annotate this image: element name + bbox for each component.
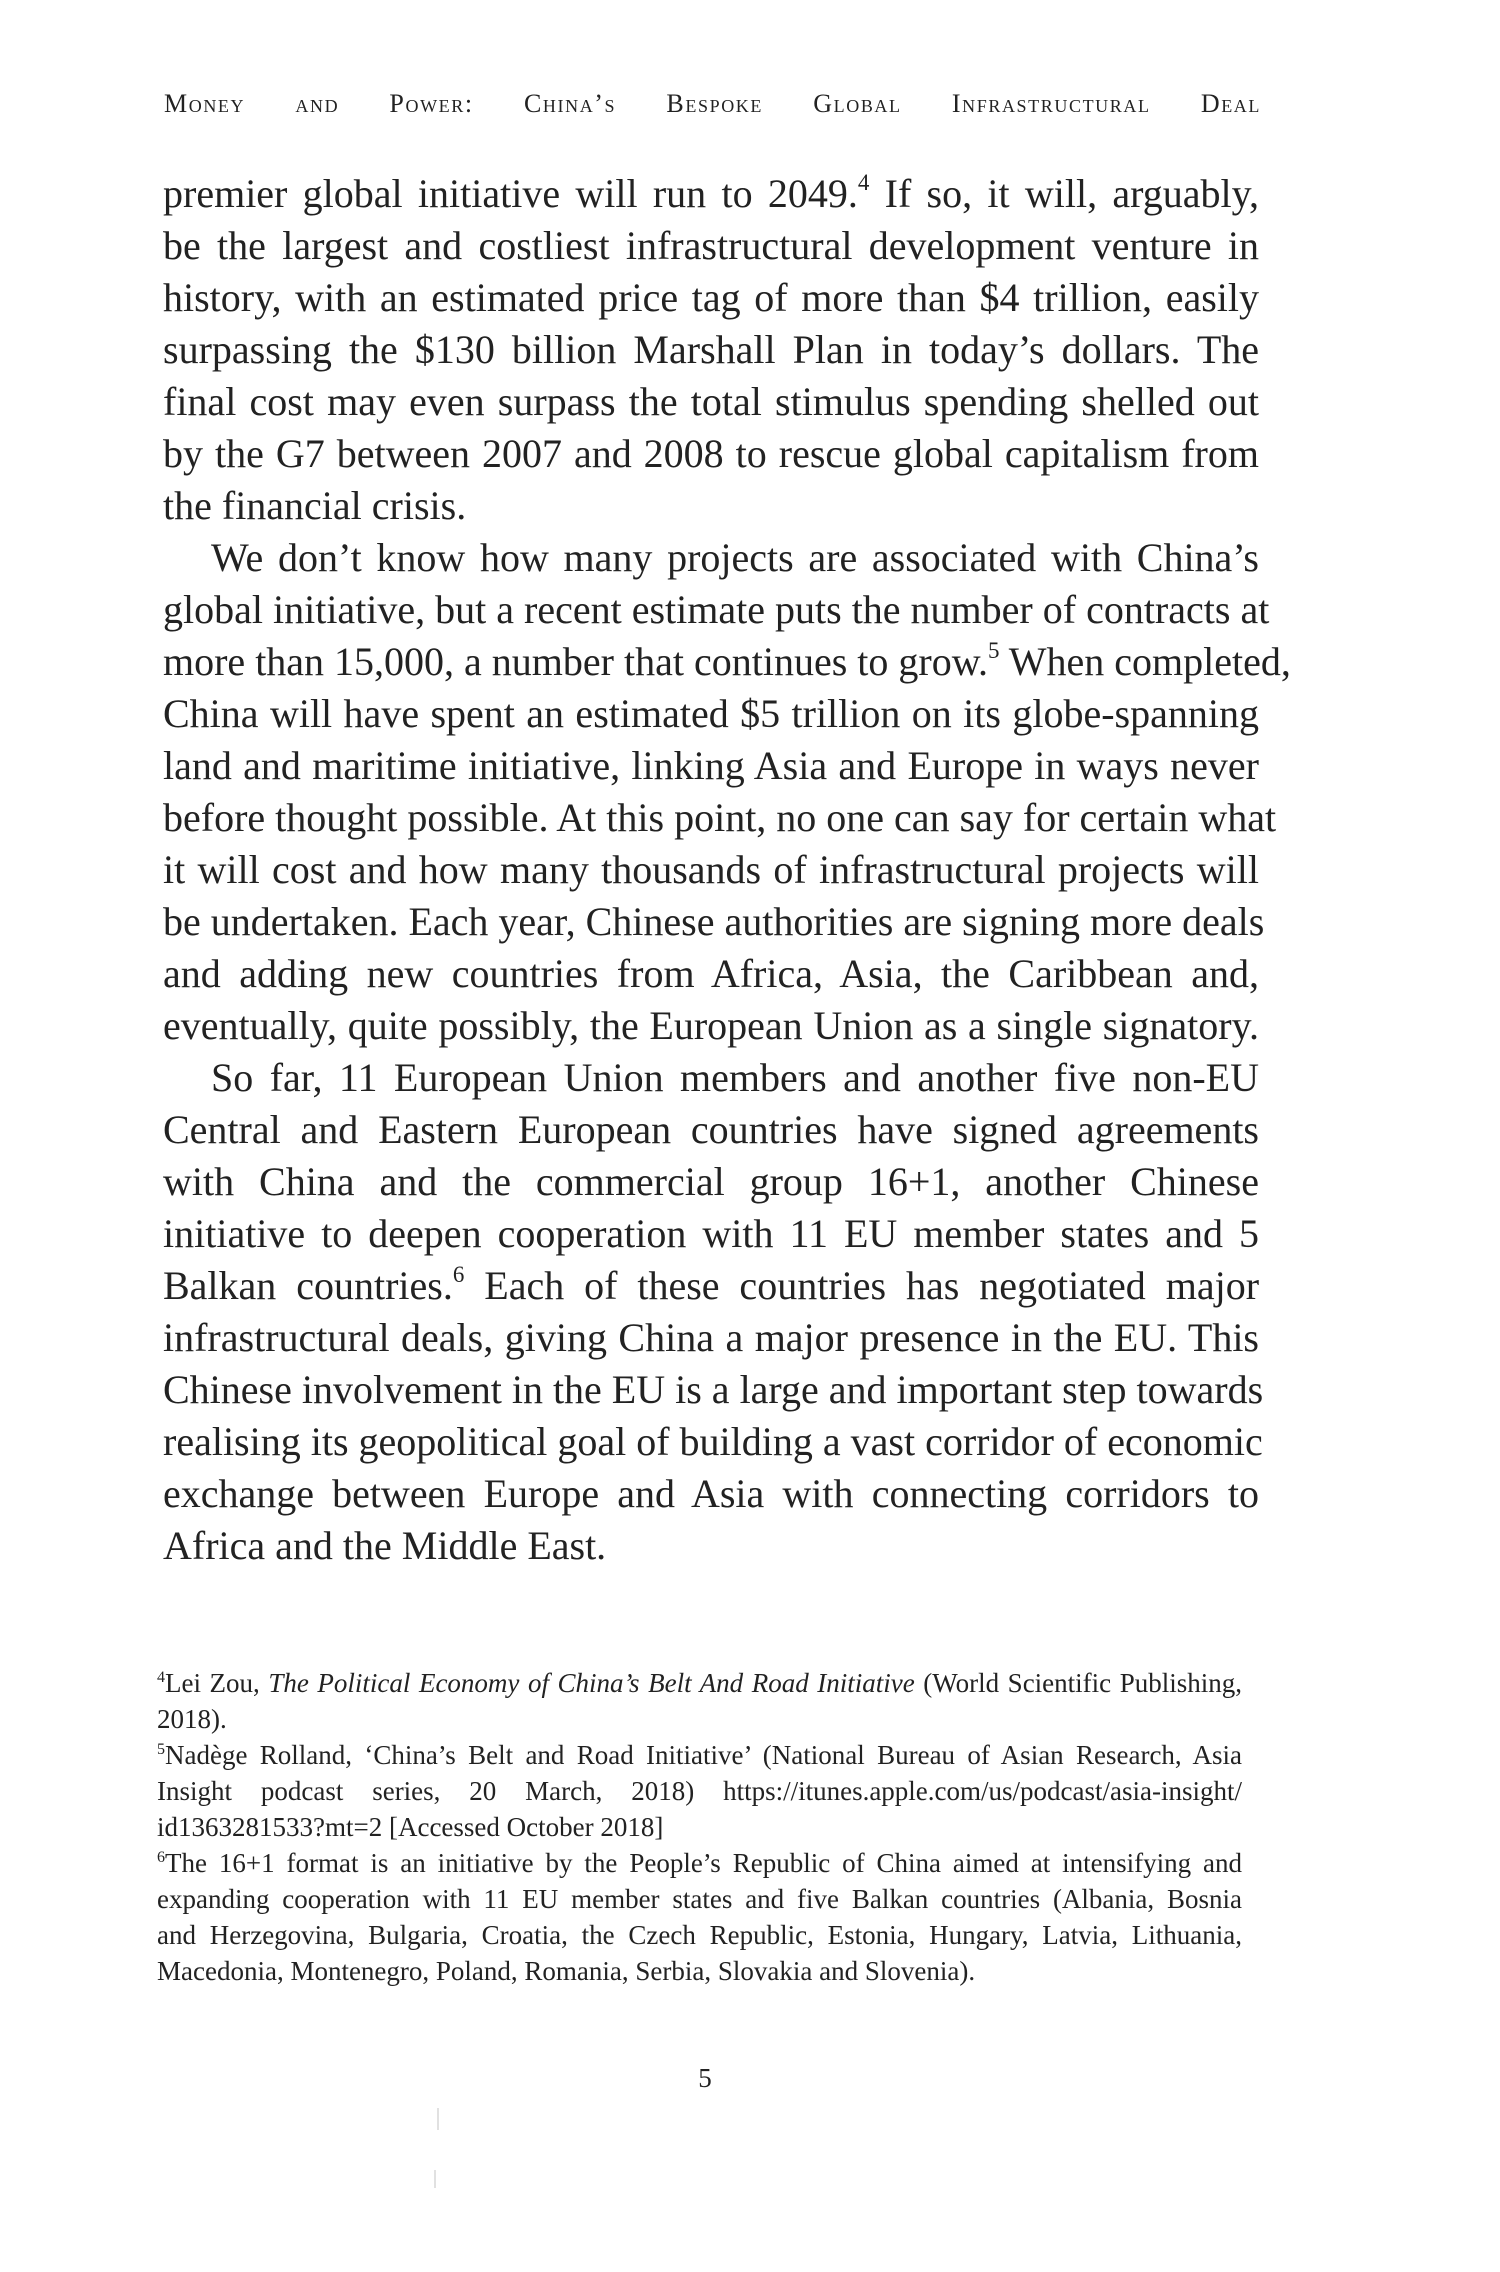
book-title: The Political Economy of China’s Belt And Road Initiative xyxy=(268,1668,915,1698)
footnote-number: 4 xyxy=(157,1669,165,1686)
text-line: Africa and the Middle East. xyxy=(163,1523,607,1568)
text-line: premier global initiative will run to 2049.$^4$ If so, it will, arguably, xyxy=(163,169,1260,216)
footnote-line: and Herzegovina, Bulgaria, Croatia, the Czech Republic, Estonia, Hungary, Latvia, Lithuania, xyxy=(157,1920,1242,1950)
text-line: China will have spent an estimated $5 trillion on its globe-spanning xyxy=(163,691,1259,736)
text-line: initiative to deepen cooperation with 11 EU member states and 5 xyxy=(163,1211,1259,1256)
footnote-line: $^5$Nadège Rolland, ‘China’s Belt and Road Initiative’ (National Bureau of Asian Research, Asia xyxy=(157,1740,1242,1770)
text-line: global initiative, but a recent estimate puts the number of contracts at xyxy=(163,587,1270,632)
text-line: by the G7 between 2007 and 2008 to rescue global capitalism from xyxy=(163,431,1259,476)
footnote-number: 5 xyxy=(157,1741,165,1758)
text-line: We don’t know how many projects are associated with China’s xyxy=(211,535,1259,580)
text-line: the financial crisis. xyxy=(163,483,467,528)
footnote-line: expanding cooperation with 11 EU member states and five Balkan countries (Albania, Bosnia xyxy=(157,1884,1242,1914)
footnote-line: id1363281533?mt=2 [Accessed October 2018] xyxy=(157,1812,664,1842)
scan-artifact xyxy=(434,2170,436,2188)
paragraph-2 xyxy=(163,532,1291,1052)
footnote-line: $^6$The 16+1 format is an initiative by the People’s Republic of China aimed at intensifying and xyxy=(157,1848,1242,1878)
text-line: and adding new countries from Africa, Asia, the Caribbean and, xyxy=(163,951,1259,996)
text-line: more than 15,000, a number that continues to grow.$^5$ When completed, xyxy=(163,637,1291,684)
running-head: Money and Power: China’s Bespoke Global Infrastructural Deal xyxy=(164,89,1261,118)
scan-artifact xyxy=(437,2108,439,2130)
text-line: before thought possible. At this point, no one can say for certain what xyxy=(163,795,1277,840)
footnote-line: $^4$Lei Zou, The Political Economy of China’s Belt And Road Initiative (World Scientific Publishing, xyxy=(157,1668,1242,1698)
text-line: history, with an estimated price tag of more than $4 trillion, easily xyxy=(163,275,1259,320)
text-line: be the largest and costliest infrastructural development venture in xyxy=(163,223,1259,268)
footnote-ref-5[interactable]: 5 xyxy=(988,637,1000,663)
footnote-5 xyxy=(157,1737,1242,1845)
footnote-ref-6[interactable]: 6 xyxy=(452,1261,465,1287)
paragraph-1 xyxy=(163,168,1259,532)
footnote-number: 6 xyxy=(157,1849,165,1866)
footnote-line-url: Insight podcast series, 20 March, 2018) https://itunes.apple.com/us/podcast/asia-insight/ xyxy=(157,1776,1242,1806)
text-line: land and maritime initiative, linking Asia and Europe in ways never xyxy=(163,743,1259,788)
text-line: infrastructural deals, giving China a major presence in the EU. This xyxy=(163,1315,1259,1360)
text-line: Balkan countries.$^6$ Each of these countries has negotiated major xyxy=(163,1261,1260,1308)
text-line: realising its geopolitical goal of building a vast corridor of economic xyxy=(163,1419,1263,1464)
footnote-line: Macedonia, Montenegro, Poland, Romania, Serbia, Slovakia and Slovenia). xyxy=(157,1956,976,1986)
paragraph-3 xyxy=(163,1052,1264,1572)
text-line: with China and the commercial group 16+1, another Chinese xyxy=(163,1159,1259,1204)
footnote-4 xyxy=(157,1665,1242,1737)
text-line: be undertaken. Each year, Chinese authorities are signing more deals xyxy=(163,899,1265,944)
footnotes xyxy=(157,1665,1242,1989)
footnote-line: 2018). xyxy=(157,1704,227,1734)
footnote-6 xyxy=(157,1845,1242,1989)
text-line: So far, 11 European Union members and another five non-EU xyxy=(211,1055,1259,1100)
text-line: Central and Eastern European countries have signed agreements xyxy=(163,1107,1259,1152)
body-text xyxy=(163,168,1291,1572)
page-number: 5 xyxy=(698,2063,712,2093)
footnote-ref-4[interactable]: 4 xyxy=(857,169,870,195)
text-line: eventually, quite possibly, the European Union as a single signatory. xyxy=(163,1003,1259,1048)
text-line: exchange between Europe and Asia with connecting corridors to xyxy=(163,1471,1259,1516)
text-line: surpassing the $130 billion Marshall Plan in today’s dollars. The xyxy=(163,327,1259,372)
text-line: it will cost and how many thousands of infrastructural projects will xyxy=(163,847,1259,892)
text-line: Chinese involvement in the EU is a large and important step towards xyxy=(163,1367,1264,1412)
text-line: final cost may even surpass the total stimulus spending shelled out xyxy=(163,379,1259,424)
